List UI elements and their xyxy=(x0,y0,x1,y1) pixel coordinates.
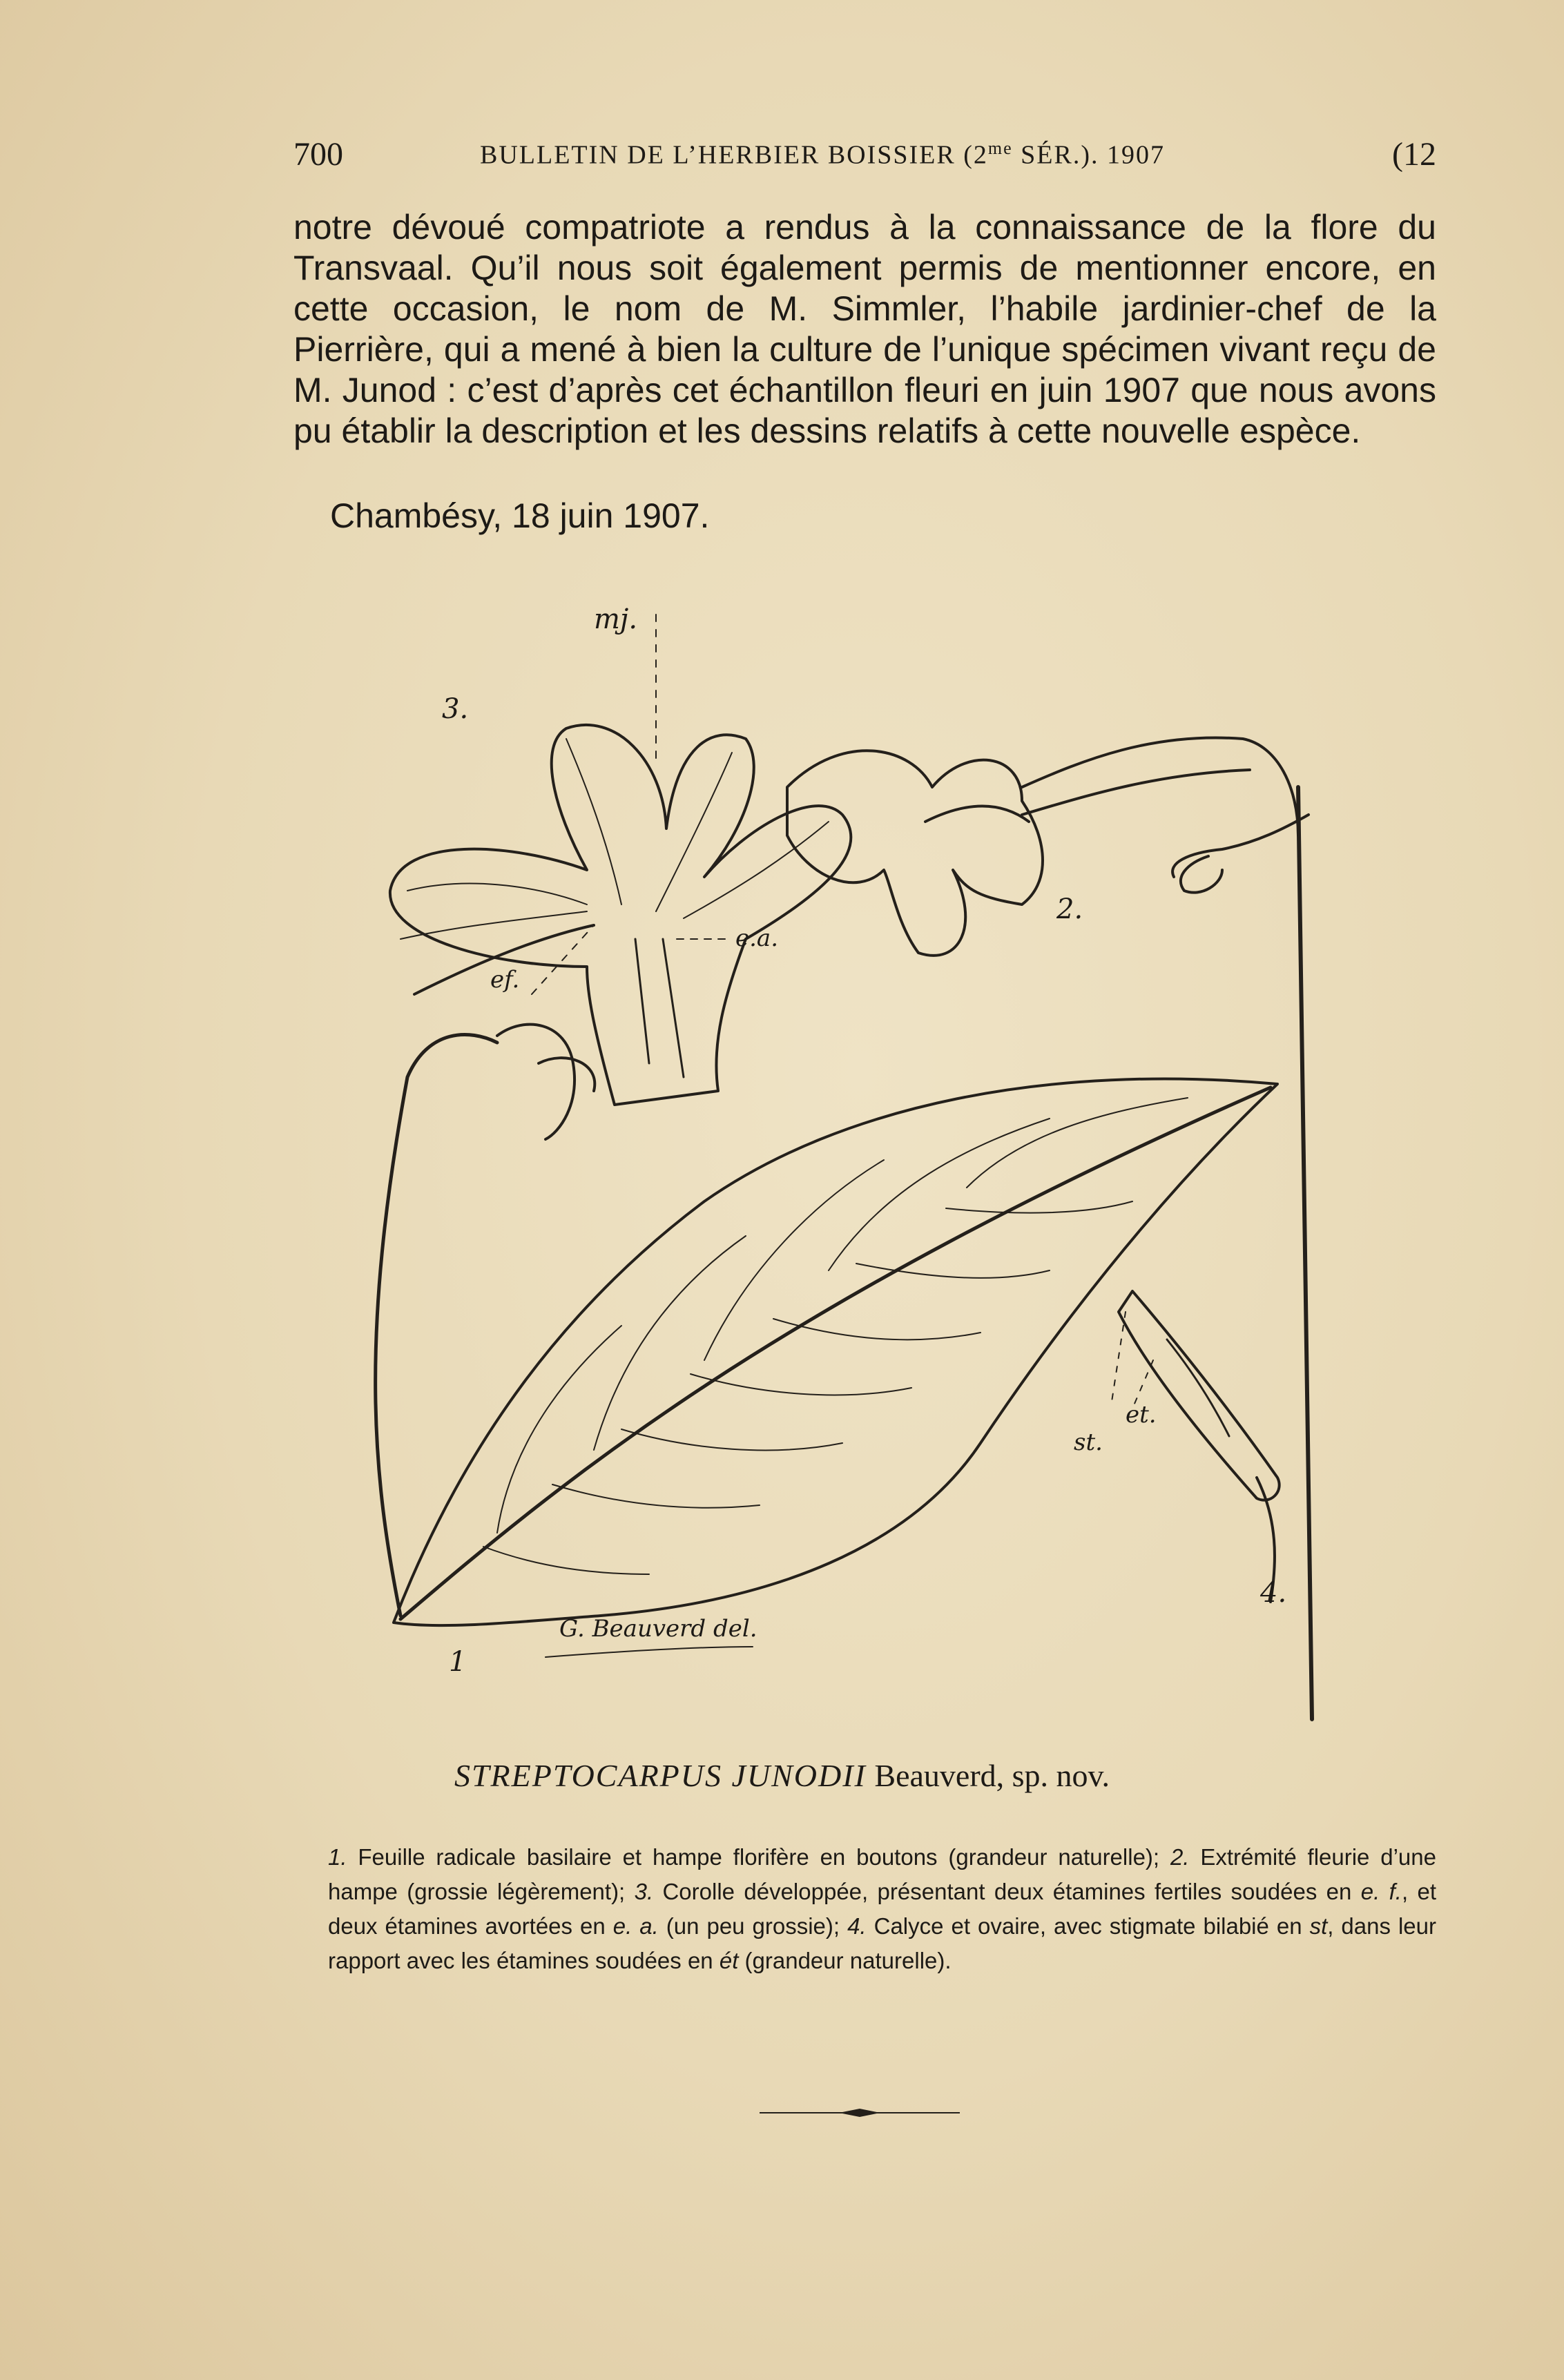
figure3-corolla xyxy=(390,615,851,1105)
legend-text-2: Extrémité fleurie d’une hampe (grossie légèrement); xyxy=(328,1844,1436,1904)
page-number: 700 xyxy=(293,136,343,173)
legend-text-6: Calyce et ovaire, avec stigmate bilabié en xyxy=(866,1913,1310,1939)
figure-legend xyxy=(328,1840,1436,1978)
figure4-calyx xyxy=(1112,1291,1280,1602)
journal-title-sup: me xyxy=(987,138,1013,158)
artist-signature: G. Beauverd del. xyxy=(559,1615,757,1643)
legend-text-1: Feuille radicale basilaire et hampe florifère en boutons (grandeur naturelle); xyxy=(347,1844,1170,1870)
legend-text-5: (un peu grossie); xyxy=(658,1913,848,1939)
label-fig1: 1 xyxy=(449,1646,467,1678)
section-number: (12 xyxy=(1392,136,1436,173)
figure1-leaf xyxy=(376,1025,1277,1626)
legend-num-2: 2. xyxy=(1170,1844,1190,1870)
label-et: et. xyxy=(1126,1401,1157,1429)
signoff-line: Chambésy, 18 juin 1907. xyxy=(330,496,710,535)
species-author: Beauverd, sp. nov. xyxy=(866,1758,1110,1793)
legend-num-4: 4. xyxy=(847,1913,867,1939)
species-name: STREPTOCARPUS JUNODII xyxy=(454,1758,867,1793)
label-fig2: 2. xyxy=(1056,893,1083,925)
label-st: st. xyxy=(1074,1429,1103,1456)
label-ef: ef. xyxy=(490,966,520,994)
figure-caption-title xyxy=(0,1757,1564,1794)
end-ornament xyxy=(760,2106,960,2120)
legend-ef: e. f. xyxy=(1360,1879,1402,1904)
journal-title xyxy=(480,138,1165,171)
legend-text-8: (grandeur naturelle). xyxy=(738,1948,952,1973)
botanical-illustration xyxy=(359,580,1360,1733)
legend-num-3: 3. xyxy=(634,1879,654,1904)
legend-text-4: , et deux étamines avortées en xyxy=(328,1879,1437,1939)
journal-title-main: BULLETIN DE L’HERBIER BOISSIER (2 xyxy=(480,140,988,170)
figure2-flower xyxy=(787,737,1312,1719)
label-ea: e.a. xyxy=(735,925,779,952)
legend-et: ét xyxy=(719,1948,739,1973)
label-mj: mj. xyxy=(594,603,638,635)
running-header xyxy=(293,135,1436,184)
legend-st: st xyxy=(1309,1913,1328,1939)
legend-num-1: 1. xyxy=(328,1844,347,1870)
legend-ea: e. a. xyxy=(612,1913,659,1939)
body-paragraph: notre dévoué compatriote a rendus à la connaissance de la flore du Transvaal. Qu’il nous soit également permis de mentionner encore, en cette occasion, le nom de M. Simmler, l’habile jardinier-chef de la Pierrière, qui a mené à bien la culture de l’unique spécimen vivant reçu de M. Junod : c’est d’après cet échantillon fleuri en juin 1907 que nous avons pu établir la description et les dessins relatifs à cette nouvelle espèce. xyxy=(293,208,1436,450)
legend-text-7: , dans leur rapport avec les étamines soudées en xyxy=(328,1913,1437,1973)
label-fig4: 4. xyxy=(1260,1577,1287,1609)
label-fig3: 3. xyxy=(442,693,469,725)
journal-title-end: SÉR.). 1907 xyxy=(1012,140,1166,170)
legend-text-3: Corolle développée, présentant deux étamines fertiles soudées en xyxy=(653,1879,1361,1904)
